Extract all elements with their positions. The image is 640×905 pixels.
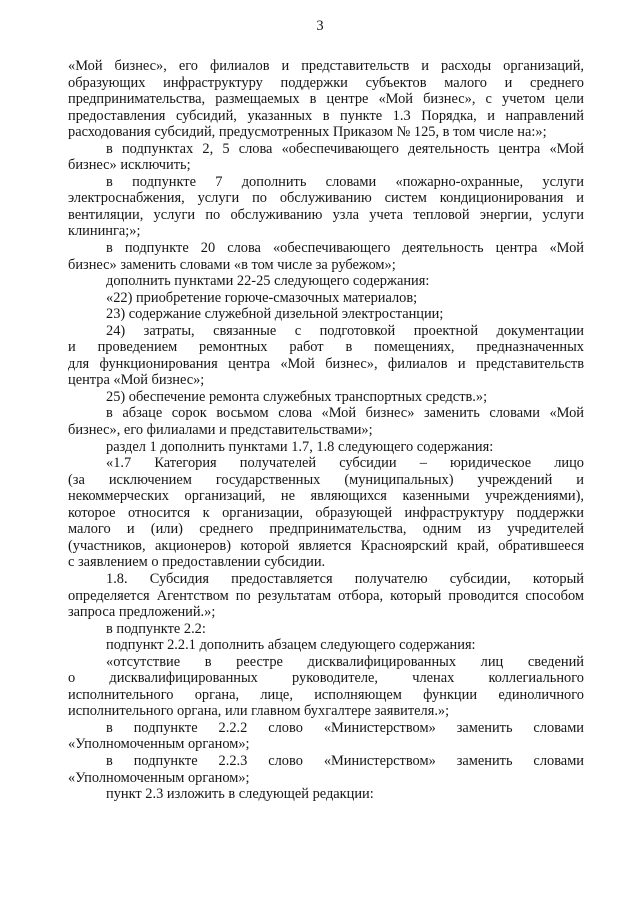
text-line: в подпункте 20 слова «обеспечивающего деятельность центра «Мой — [106, 240, 584, 257]
text-line: 24) затраты, связанные с подготовкой проектной документации — [106, 322, 584, 339]
text-line: клининга;»; — [68, 223, 141, 240]
text-line: в подпунктах 2, 5 слова «обеспечивающего деятельность центра «Мой — [106, 140, 584, 157]
text-line: бизнес», его филиалами и представительствами»; — [68, 422, 373, 439]
text-line: исполнительного органа, лице, исполняющем функции единоличного — [68, 686, 584, 703]
text-line: (за исключением государственных (муниципальных) учреждений и — [68, 471, 584, 488]
text-line: раздел 1 дополнить пунктами 1.7, 1.8 следующего содержания: — [106, 438, 494, 455]
text-line: в абзаце сорок восьмом слова «Мой бизнес» заменить словами «Мой — [106, 405, 584, 422]
text-line: и проведением ремонтных работ в помещениях, предназначенных — [68, 339, 584, 356]
text-line: для функционирования центра «Мой бизнес», филиалов и представительств — [68, 355, 584, 372]
text-line: вентиляции, услуги по обслуживанию узла учета тепловой энергии, услуги — [68, 206, 584, 223]
text-line: образующих инфраструктуру поддержки субъектов малого и среднего — [68, 74, 584, 91]
text-line: которое относится к организации, образующей инфраструктуру поддержки — [68, 504, 584, 521]
text-line: центра «Мой бизнес»; — [68, 372, 205, 389]
text-line: в подпункте 2.2.3 слово «Министерством» заменить словами — [106, 752, 584, 769]
text-line: подпункт 2.2.1 дополнить абзацем следующего содержания: — [106, 637, 476, 654]
text-line: исполнительного органа, или главном бухгалтере заявителя.»; — [68, 703, 450, 720]
text-line: 23) содержание служебной дизельной электростанции; — [106, 306, 444, 323]
text-line: в подпункте 2.2.2 слово «Министерством» заменить словами — [106, 719, 584, 736]
text-line: малого и (или) среднего предпринимательства, одним из учредителей — [68, 521, 584, 538]
text-line: предоставления субсидий, указанных в пункте 1.3 Порядка, и направлений — [68, 107, 584, 124]
text-line: бизнес» исключить; — [68, 157, 191, 174]
text-line: (участников, акционеров) которой является Красноярский край, обратившееся — [68, 537, 584, 554]
text-line: с заявлением о предоставлении субсидии. — [68, 554, 326, 571]
text-line: пункт 2.3 изложить в следующей редакции: — [106, 786, 374, 803]
text-line: «Уполномоченным органом»; — [68, 736, 250, 753]
page-number: 3 — [316, 18, 324, 34]
text-line: «Уполномоченным органом»; — [68, 769, 250, 786]
text-line: в подпункте 7 дополнить словами «пожарно-охранные, услуги — [106, 173, 584, 190]
text-line: «22) приобретение горюче-смазочных материалов; — [106, 289, 418, 306]
text-line: запроса предложений.»; — [68, 604, 216, 621]
text-line: 25) обеспечение ремонта служебных транспортных средств.»; — [106, 388, 488, 405]
text-line: в подпункте 2.2: — [106, 620, 206, 637]
text-line: определяется Агентством по результатам отбора, который проводится способом — [68, 587, 584, 604]
text-line: некоммерческих организаций, не являющихся казенными учреждениями), — [68, 488, 584, 505]
text-line: «отсутствие в реестре дисквалифицированных лиц сведений — [106, 653, 584, 670]
text-line: расходования субсидий, предусмотренных Приказом № 125, в том числе на:»; — [68, 124, 547, 141]
text-line: 1.8. Субсидия предоставляется получателю субсидии, который — [106, 570, 584, 587]
text-line: «1.7 Категория получателей субсидии – юридическое лицо — [106, 455, 584, 472]
text-line: предпринимательства, размещаемых в центре «Мой бизнес», с учетом цели — [68, 91, 584, 108]
text-line: дополнить пунктами 22-25 следующего содержания: — [106, 273, 430, 290]
text-line: «Мой бизнес», его филиалов и представительств и расходы организаций, — [68, 58, 584, 74]
text-line: бизнес» заменить словами «в том числе за рубежом»; — [68, 256, 396, 273]
text-line: о дисквалифицированных руководителе, членах коллегиального — [68, 670, 584, 687]
text-line: электроснабжения, услуги по обслуживанию систем кондиционирования и — [68, 190, 584, 207]
document-body — [68, 58, 584, 803]
